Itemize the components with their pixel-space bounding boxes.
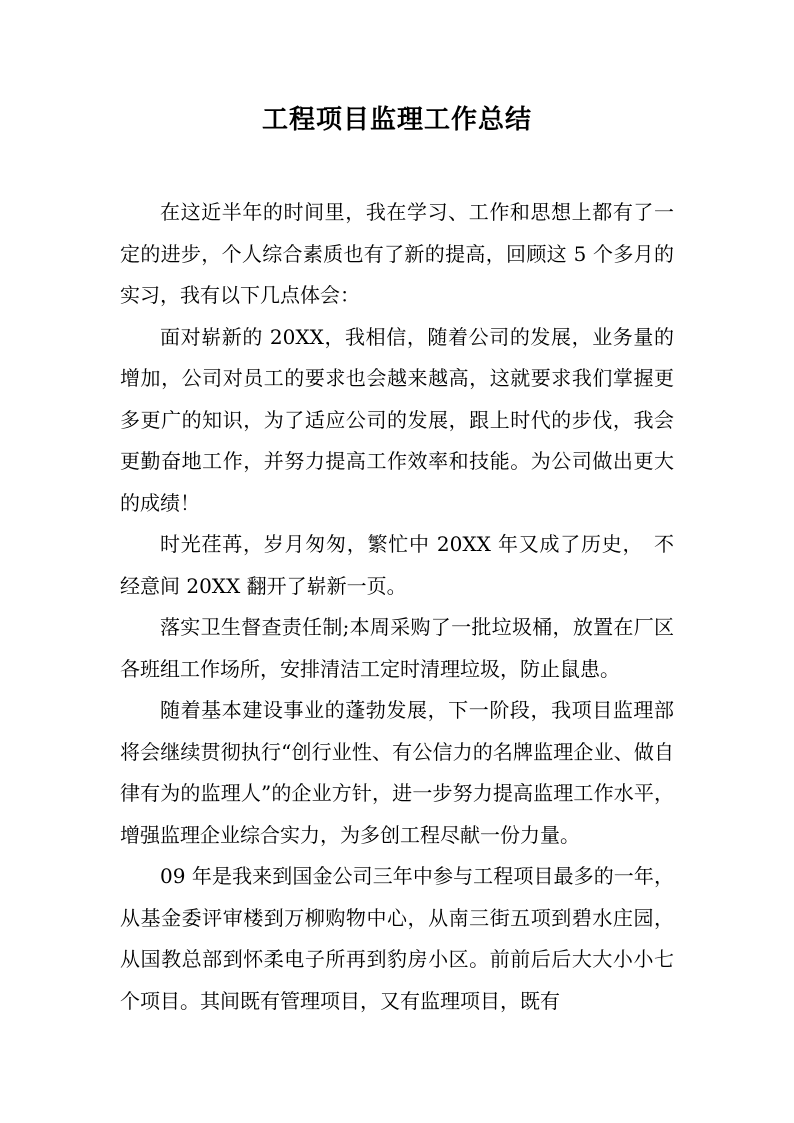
- paragraph-5: 随着基本建设事业的蓬勃发展，下一阶段，我项目监理部将会继续贯彻执行“创行业性、有公信力的名牌监理企业、做自律有为的监理人”的企业方针，进一步努力提高监理工作水平，增强监理企业综合实力，为多创工程尽献一份力量。: [120, 698, 674, 847]
- paragraph-4: 落实卫生督查责任制;本周采购了一批垃圾桶，放置在厂区各班组工作场所，安排清洁工定时清理垃圾，防止鼠患。: [120, 615, 674, 681]
- paragraph-1: 在这近半年的时间里，我在学习、工作和思想上都有了一定的进步，个人综合素质也有了新的提高，回顾这 5 个多月的实习，我有以下几点体会：: [120, 200, 674, 307]
- paragraph-2: 面对崭新的 20XX，我相信，随着公司的发展，业务量的增加，公司对员工的要求也会越来越高，这就要求我们掌握更多更广的知识，为了适应公司的发展，跟上时代的步伐，我会更勤奋地工作，并努力提高工作效率和技能。为公司做出更大的成绩！: [120, 324, 674, 515]
- paragraph-6: 09 年是我来到国金公司三年中参与工程项目最多的一年，从基金委评审楼到万柳购物中心，从南三街五项到碧水庄园，从国教总部到怀柔电子所再到豹房小区。前前后后大大小小七个项目。其间既有管理项目，又有监理项目，既有: [120, 864, 674, 1013]
- paragraph-3: 时光荏苒，岁月匆匆，繁忙中 20XX 年又成了历史， 不经意间 20XX 翻开了崭新一页。: [120, 532, 674, 598]
- document-title: 工程项目监理工作总结: [261, 105, 532, 135]
- document-body: [120, 192, 674, 1022]
